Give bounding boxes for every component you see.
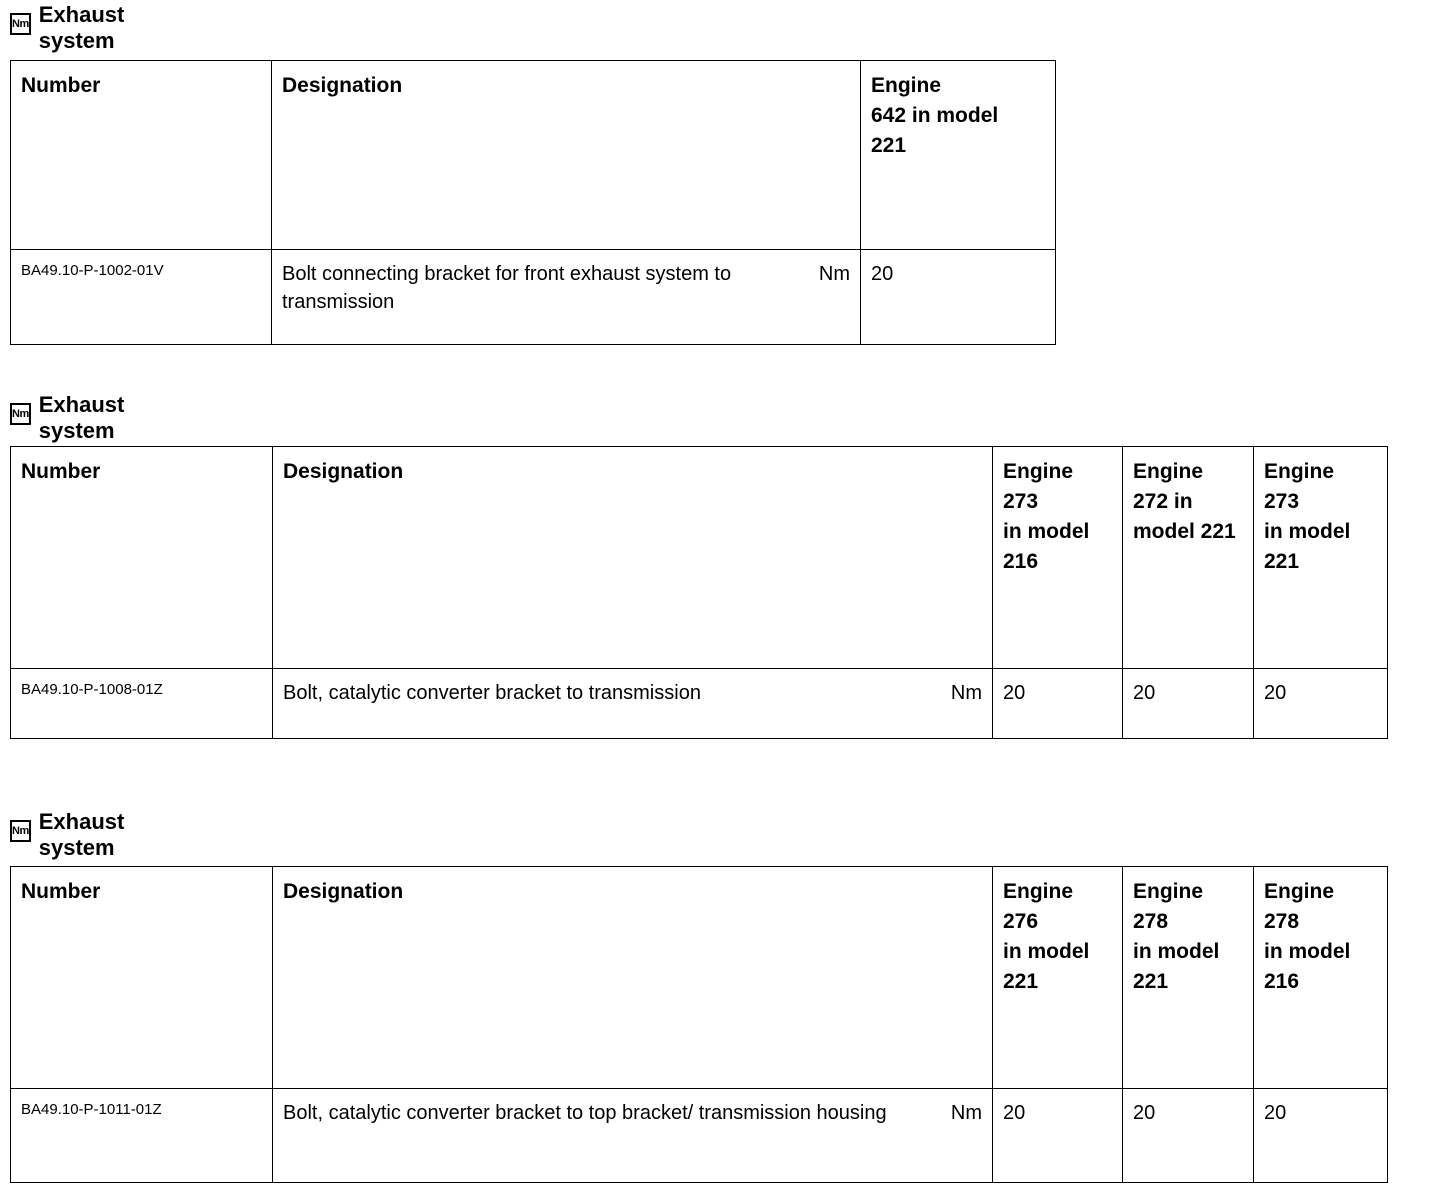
unit-label: Nm <box>818 263 850 285</box>
designation-cell <box>273 669 993 739</box>
torque-nm-icon: Nm <box>10 820 31 842</box>
engine-header: Engine 278 in model 221 <box>1123 867 1254 1089</box>
engine-header: Engine 272 in model 221 <box>1123 447 1254 669</box>
engine-header: Engine 273 in model 216 <box>993 447 1123 669</box>
designation-header: Designation <box>272 61 861 250</box>
table-header-row <box>11 447 1388 669</box>
number-header: Number <box>11 867 273 1089</box>
torque-value: 20 <box>1123 669 1254 739</box>
torque-value: 20 <box>861 250 1056 345</box>
number-header: Number <box>11 61 272 250</box>
torque-nm-icon: Nm <box>10 403 31 425</box>
designation-cell <box>272 250 861 345</box>
table-header-row <box>11 867 1388 1089</box>
torque-value: 20 <box>1254 669 1388 739</box>
section-heading <box>10 809 128 860</box>
designation-text: Bolt connecting bracket for front exhaust system to transmission <box>282 263 732 313</box>
section-heading <box>10 2 128 53</box>
engine-header: Engine 276 in model 221 <box>993 867 1123 1089</box>
table-row <box>11 250 1056 345</box>
designation-text: Bolt, catalytic converter bracket to top bracket/ transmission housing <box>283 1102 887 1124</box>
designation-text: Bolt, catalytic converter bracket to transmission <box>283 682 701 704</box>
engine-header: Engine 642 in model 221 <box>861 61 1056 250</box>
table-row <box>11 669 1388 739</box>
torque-table <box>10 866 1388 1183</box>
torque-nm-icon: Nm <box>10 13 31 35</box>
designation-header: Designation <box>273 867 993 1089</box>
part-number: BA49.10-P-1002-01V <box>11 250 272 345</box>
torque-table <box>10 446 1388 739</box>
section-title: Exhaust system <box>38 392 125 443</box>
torque-value: 20 <box>1123 1089 1254 1183</box>
table-header-row <box>11 61 1056 250</box>
section-title: Exhaust system <box>38 809 125 860</box>
number-header: Number <box>11 447 273 669</box>
part-number: BA49.10-P-1008-01Z <box>11 669 273 739</box>
part-number: BA49.10-P-1011-01Z <box>11 1089 273 1183</box>
designation-header: Designation <box>273 447 993 669</box>
torque-value: 20 <box>1254 1089 1388 1183</box>
section-heading <box>10 392 128 443</box>
torque-value: 20 <box>993 1089 1123 1183</box>
table-row <box>11 1089 1388 1183</box>
designation-cell <box>273 1089 993 1183</box>
torque-value: 20 <box>993 669 1123 739</box>
unit-label: Nm <box>950 682 982 704</box>
engine-header: Engine 278 in model 216 <box>1254 867 1388 1089</box>
engine-header: Engine 273 in model 221 <box>1254 447 1388 669</box>
unit-label: Nm <box>950 1102 982 1124</box>
torque-table <box>10 60 1056 345</box>
section-title: Exhaust system <box>38 2 125 53</box>
